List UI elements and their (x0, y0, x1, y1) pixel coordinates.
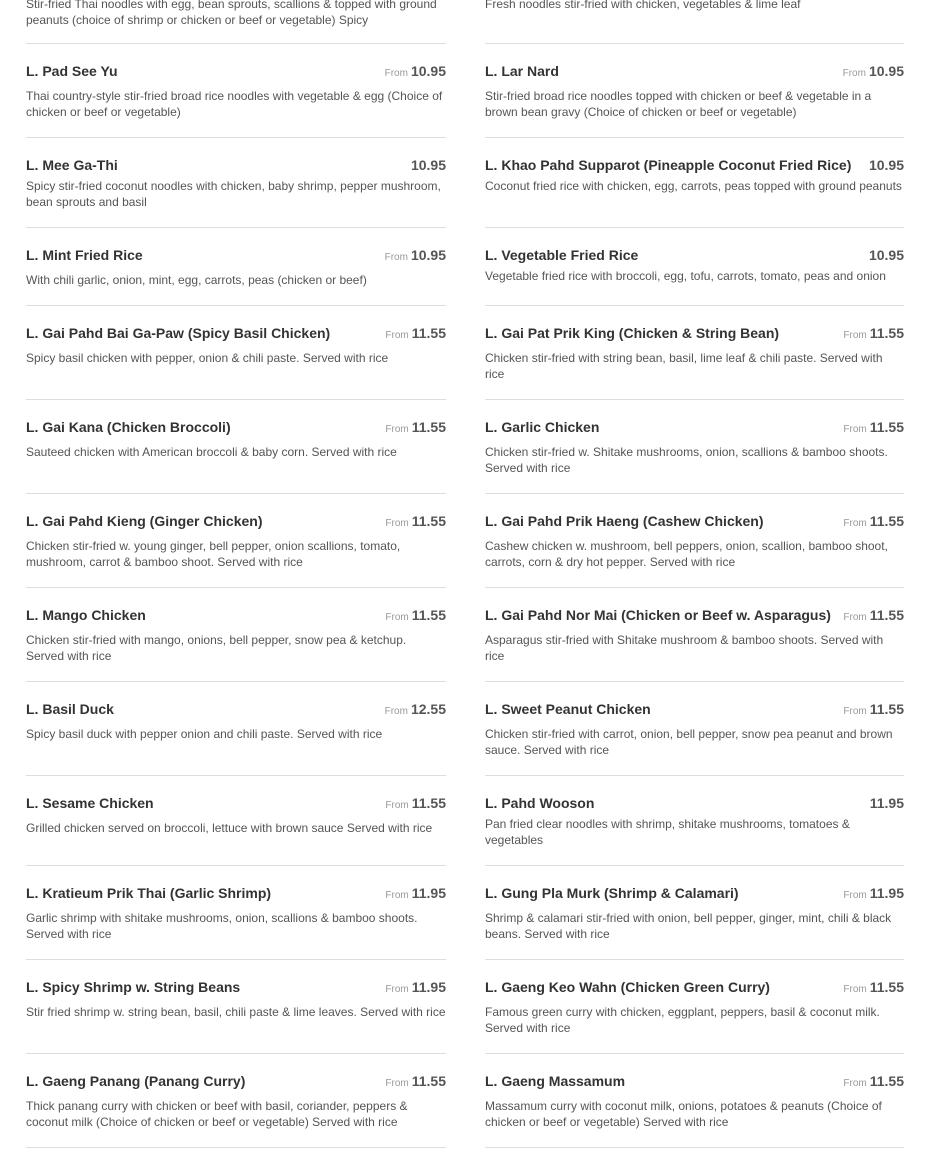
item-price (843, 977, 904, 1000)
item-description: Asparagus stir-fried with Shitake mushroom & bamboo shoots. Served with rice (485, 633, 884, 663)
item-name[interactable]: L. Gaeng Panang (Panang Curry) (26, 1073, 246, 1089)
item-header (26, 605, 446, 628)
item-header (26, 699, 446, 722)
price-amount: 11.55 (869, 979, 904, 995)
menu-item[interactable] (26, 682, 446, 776)
from-label: From (843, 424, 867, 435)
from-label: From (385, 800, 409, 811)
from-label: From (843, 612, 867, 623)
item-header (26, 61, 446, 84)
price-amount: 11.95 (411, 885, 446, 901)
menu-item[interactable] (26, 1054, 446, 1148)
item-price (385, 417, 446, 440)
menu-item[interactable] (485, 866, 904, 960)
item-price (385, 605, 446, 628)
item-name[interactable]: L. Vegetable Fried Rice (485, 247, 639, 263)
price-amount: 11.55 (411, 795, 446, 811)
item-header (485, 61, 904, 84)
item-name[interactable]: L. Gai Pahd Prik Haeng (Cashew Chicken) (485, 513, 764, 529)
item-description: Chicken stir-fried w. young ginger, bell pepper, onion scallions, tomato, mushroom, carrot & bamboo shoot. Served with rice (26, 539, 401, 569)
item-price (385, 793, 446, 816)
from-label: From (384, 706, 408, 717)
price-amount: 11.55 (869, 325, 904, 341)
price-amount: 11.55 (869, 513, 904, 529)
item-description: Chicken stir-fried w. Shitake mushrooms, onion, scallions & bamboo shoots. Served with rice (485, 445, 888, 475)
item-header (26, 155, 446, 176)
menu-item[interactable] (485, 588, 904, 682)
item-name[interactable]: L. Pahd Wooson (485, 795, 595, 811)
menu-item[interactable] (485, 138, 904, 228)
menu-item-partial[interactable] (26, 0, 446, 44)
item-price (385, 511, 446, 534)
item-name[interactable]: L. Garlic Chicken (485, 419, 600, 435)
menu-item[interactable] (26, 138, 446, 228)
menu-item[interactable] (485, 776, 904, 866)
item-header (485, 605, 904, 628)
item-price (843, 61, 904, 84)
item-description: Pan fried clear noodles with shrimp, shitake mushrooms, tomatoes & vegetables (485, 817, 850, 847)
item-description: Stir fried shrimp w. string bean, basil, chili paste & lime leaves. Served with rice (26, 1005, 446, 1019)
item-description: Famous green curry with chicken, eggplant, peppers, basil & coconut milk. Served with rice (485, 1005, 880, 1035)
item-price (869, 155, 904, 176)
price-amount: 10.95 (410, 247, 446, 263)
menu-item[interactable] (26, 776, 446, 866)
from-label: From (843, 890, 867, 901)
menu-item[interactable] (26, 588, 446, 682)
item-header (485, 245, 904, 266)
item-name[interactable]: L. Khao Pahd Supparot (Pineapple Coconut Fried Rice) (485, 157, 852, 173)
item-header (26, 977, 446, 1000)
item-header (485, 977, 904, 1000)
item-header (485, 699, 904, 722)
price-amount: 11.55 (869, 607, 904, 623)
item-description: Spicy basil chicken with pepper, onion & chili paste. Served with rice (26, 351, 389, 365)
menu-item[interactable] (26, 400, 446, 494)
item-description: Grilled chicken served on broccoli, lettuce with brown sauce Served with rice (26, 821, 433, 835)
item-header (485, 155, 904, 176)
price-amount: 11.55 (869, 701, 904, 717)
menu-item[interactable] (485, 682, 904, 776)
item-name[interactable]: L. Gaeng Keo Wahn (Chicken Green Curry) (485, 979, 770, 995)
item-header (26, 417, 446, 440)
item-name[interactable]: L. Kratieum Prik Thai (Garlic Shrimp) (26, 885, 272, 901)
item-header (26, 793, 446, 816)
from-label: From (843, 518, 867, 529)
price-amount: 11.55 (411, 607, 446, 623)
from-label: From (384, 252, 408, 263)
price-amount: 10.95 (868, 157, 904, 173)
item-price (385, 1071, 446, 1094)
from-label: From (385, 518, 409, 529)
item-description: Garlic shrimp with shitake mushrooms, onion, scallions & bamboo shoots. Served with rice (26, 911, 418, 941)
item-header (26, 1071, 446, 1094)
from-label: From (385, 890, 409, 901)
item-description: Coconut fried rice with chicken, egg, carrots, peas topped with ground peanuts (485, 179, 902, 193)
item-header (485, 1071, 904, 1094)
item-name[interactable]: L. Gai Pahd Nor Mai (Chicken or Beef w. Asparagus) (485, 607, 831, 623)
menu-item[interactable] (26, 866, 446, 960)
price-amount: 11.55 (411, 419, 446, 435)
price-amount: 11.95 (869, 795, 904, 811)
menu-item[interactable] (26, 44, 446, 138)
price-amount: 11.55 (869, 419, 904, 435)
item-description: Spicy basil duck with pepper onion and chili paste. Served with rice (26, 727, 383, 741)
item-description: Fresh noodles stir-fried with chicken, vegetables & lime leaf (485, 0, 801, 11)
item-header (26, 511, 446, 534)
menu-item[interactable] (485, 228, 904, 306)
item-name[interactable]: L. Sesame Chicken (26, 795, 154, 811)
from-label: From (842, 68, 866, 79)
price-amount: 11.55 (869, 1073, 904, 1089)
price-amount: 11.55 (411, 513, 446, 529)
item-name[interactable]: L. Gaeng Massamum (485, 1073, 626, 1089)
from-label: From (843, 330, 867, 341)
item-name[interactable]: L. Mango Chicken (26, 607, 146, 623)
from-label: From (843, 1078, 867, 1089)
item-description: Sauteed chicken with American broccoli & baby corn. Served with rice (26, 445, 397, 459)
item-price (385, 883, 446, 906)
item-name[interactable]: L. Lar Nard (485, 63, 559, 79)
item-price (385, 61, 446, 84)
item-description: Thick panang curry with chicken or beef with basil, coriander, peppers & coconut milk (Choice of chicken or beef or vegetable) Served with rice (26, 1099, 408, 1129)
item-header (26, 245, 446, 268)
menu-item[interactable] (485, 1054, 904, 1148)
from-label: From (385, 1078, 409, 1089)
item-description: With chili garlic, onion, mint, egg, carrots, peas (chicken or beef) (26, 273, 367, 287)
item-description: Shrimp & calamari stir-fried with onion, bell pepper, ginger, mint, chili & black beans. Served with rice (485, 911, 892, 941)
from-label: From (843, 706, 867, 717)
item-name[interactable]: L. Gai Pahd Bai Ga-Paw (Spicy Basil Chicken) (26, 325, 331, 341)
item-price (411, 155, 446, 176)
from-label: From (385, 330, 409, 341)
item-price (385, 977, 446, 1000)
item-description: Spicy stir-fried coconut noodles with chicken, baby shrimp, pepper mushroom, bean sprouts and basil (26, 179, 441, 209)
item-price (843, 699, 904, 722)
item-price (843, 417, 904, 440)
item-description: Stir-fried broad rice noodles topped with chicken or beef & vegetable in a brown bean gravy (Choice of chicken or beef or vegetable) (485, 89, 872, 119)
item-description: Stir-fried Thai noodles with egg, bean sprouts, scallions & topped with ground peanuts (choice of shrimp or chicken or beef or vegetable) Spicy (26, 0, 437, 27)
price-amount: 11.95 (869, 885, 904, 901)
item-price (843, 511, 904, 534)
item-name[interactable]: L. Mee Ga-Thi (26, 157, 118, 173)
price-amount: 10.95 (868, 247, 904, 263)
item-description: Massamum curry with coconut milk, onions, potatoes & peanuts (Choice of chicken or beef or vegetable) Served with rice (485, 1099, 882, 1129)
menu-item-partial[interactable] (485, 0, 904, 44)
price-amount: 10.95 (410, 157, 446, 173)
item-header (485, 323, 904, 346)
item-name[interactable]: L. Mint Fried Rice (26, 247, 143, 263)
item-description: Chicken stir-fried with carrot, onion, bell pepper, snow pea peanut and brown sauce. Served with rice (485, 727, 893, 757)
item-price (843, 323, 904, 346)
item-name[interactable]: L. Pad See Yu (26, 63, 118, 79)
item-price (843, 1071, 904, 1094)
item-header (26, 883, 446, 906)
item-price (843, 605, 904, 628)
price-amount: 11.55 (411, 1073, 446, 1089)
item-name[interactable]: L. Spicy Shrimp w. String Beans (26, 979, 241, 995)
item-header (485, 417, 904, 440)
price-amount: 12.55 (410, 701, 446, 717)
menu-item[interactable] (26, 228, 446, 306)
item-name[interactable]: L. Gai Pahd Kieng (Ginger Chicken) (26, 513, 263, 529)
menu-item[interactable] (26, 960, 446, 1054)
item-price (385, 323, 446, 346)
menu-item[interactable] (485, 494, 904, 588)
menu-item[interactable] (485, 44, 904, 138)
item-header (26, 323, 446, 346)
menu-item[interactable] (485, 960, 904, 1054)
item-header (485, 883, 904, 906)
price-amount: 10.95 (410, 63, 446, 79)
item-description: Chicken stir-fried with string bean, basil, lime leaf & chili paste. Served with rice (485, 351, 883, 381)
menu-item[interactable] (26, 494, 446, 588)
from-label: From (384, 68, 408, 79)
item-price (385, 699, 446, 722)
menu-item[interactable] (485, 400, 904, 494)
menu-grid (26, 0, 930, 1148)
from-label: From (385, 424, 409, 435)
price-amount: 11.55 (411, 325, 446, 341)
item-description: Chicken stir-fried with mango, onions, bell pepper, snow pea & ketchup. Served with rice (26, 633, 407, 663)
menu-item[interactable] (485, 306, 904, 400)
from-label: From (385, 984, 409, 995)
item-header (485, 511, 904, 534)
item-name[interactable]: L. Basil Duck (26, 701, 114, 717)
from-label: From (385, 612, 409, 623)
item-name[interactable]: L. Gung Pla Murk (Shrimp & Calamari) (485, 885, 739, 901)
price-amount: 10.95 (868, 63, 904, 79)
item-price (843, 883, 904, 906)
item-description: Cashew chicken w. mushroom, bell peppers, onion, scallion, bamboo shoot, carrots, corn & dry hot pepper. Served with rice (485, 539, 888, 569)
item-description: Vegetable fried rice with broccoli, egg, tofu, carrots, tomato, peas and onion (485, 269, 886, 283)
item-name[interactable]: L. Sweet Peanut Chicken (485, 701, 651, 717)
item-price (869, 245, 904, 266)
item-name[interactable]: L. Gai Kana (Chicken Broccoli) (26, 419, 231, 435)
item-header (485, 793, 904, 814)
from-label: From (843, 984, 867, 995)
item-name[interactable]: L. Gai Pat Prik King (Chicken & String Bean) (485, 325, 780, 341)
menu-item[interactable] (26, 306, 446, 400)
item-description: Thai country-style stir-fried broad rice noodles with vegetable & egg (Choice of chicken or beef or vegetable) (26, 89, 443, 119)
item-price (385, 245, 446, 268)
item-price (870, 793, 904, 814)
price-amount: 11.95 (411, 979, 446, 995)
